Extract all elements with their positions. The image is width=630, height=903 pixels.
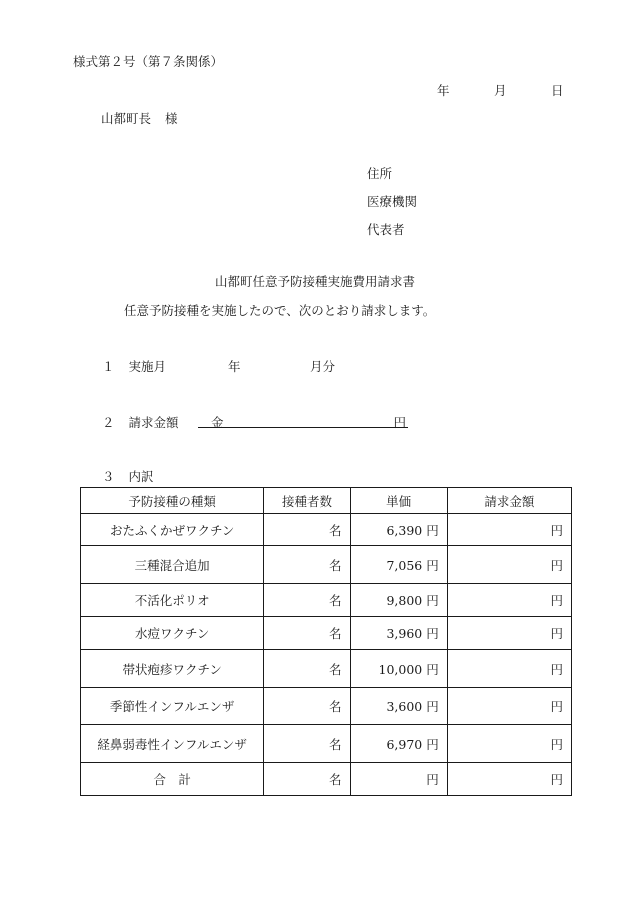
item1-number: １	[102, 359, 115, 374]
addressee	[101, 109, 178, 127]
sender-representative-label: 代表者	[367, 222, 405, 237]
amount-cell[interactable]: 円	[447, 546, 571, 584]
unit-price: 6,970 円	[350, 725, 447, 763]
table-row	[81, 584, 572, 617]
amount-cell[interactable]: 円	[447, 650, 571, 688]
amount-cell[interactable]: 円	[447, 514, 571, 546]
form-number: 様式第２号（第７条関係）	[73, 54, 224, 69]
amount-cell[interactable]: 円	[447, 725, 571, 763]
item2-number: ２	[102, 415, 115, 430]
table-header-row	[81, 488, 572, 514]
amount-cell[interactable]: 円	[447, 584, 571, 617]
amount-suffix: 円	[393, 415, 406, 430]
unit-price: 10,000 円	[350, 650, 447, 688]
total-label: 合 計	[81, 763, 264, 796]
table-row	[81, 546, 572, 584]
total-unit-price-cell: 円	[350, 763, 447, 796]
table-total-row	[81, 763, 572, 796]
date-day: 日	[551, 83, 564, 98]
item3-number: ３	[102, 469, 115, 484]
table-row	[81, 514, 572, 546]
table-row	[81, 617, 572, 650]
item-breakdown	[102, 467, 154, 485]
recipient-count-cell[interactable]: 名	[264, 514, 350, 546]
total-count-cell[interactable]: 名	[264, 763, 350, 796]
date-year: 年	[437, 83, 450, 98]
item-claim-amount	[102, 413, 179, 431]
recipient-count-cell[interactable]: 名	[264, 617, 350, 650]
item3-label: 内訳	[128, 469, 154, 484]
recipient-count-cell[interactable]: 名	[264, 650, 350, 688]
vaccine-name: 季節性インフルエンザ	[81, 688, 264, 725]
table-row	[81, 650, 572, 688]
vaccine-name: 帯状疱疹ワクチン	[81, 650, 264, 688]
recipient-count-cell[interactable]: 名	[264, 584, 350, 617]
unit-price: 9,800 円	[350, 584, 447, 617]
header-vaccine-type: 予防接種の種類	[81, 488, 264, 514]
unit-price: 3,600 円	[350, 688, 447, 725]
item-implementation-month	[102, 357, 336, 375]
item1-year-unit: 年	[228, 359, 241, 374]
unit-price: 6,390 円	[350, 514, 447, 546]
item1-label: 実施月	[128, 359, 167, 374]
total-amount-cell[interactable]: 円	[447, 763, 571, 796]
amount-cell[interactable]: 円	[447, 688, 571, 725]
unit-price: 7,056 円	[350, 546, 447, 584]
addressee-name: 山都町長	[101, 111, 152, 126]
header-unit-price: 単価	[350, 488, 447, 514]
vaccine-name: おたふくかぜワクチン	[81, 514, 264, 546]
unit-price: 3,960 円	[350, 617, 447, 650]
item1-month-unit: 月分	[310, 359, 336, 374]
amount-prefix: 金	[211, 415, 224, 430]
claim-amount-field[interactable]	[198, 411, 408, 428]
header-claim-amount: 請求金額	[447, 488, 571, 514]
breakdown-table	[80, 487, 572, 796]
date-month: 月	[494, 83, 507, 98]
vaccine-name: 経鼻弱毒性インフルエンザ	[81, 725, 264, 763]
recipient-count-cell[interactable]: 名	[264, 688, 350, 725]
header-recipient-count: 接種者数	[264, 488, 350, 514]
sender-address-label: 住所	[367, 166, 393, 181]
amount-cell[interactable]: 円	[447, 617, 571, 650]
table-row	[81, 688, 572, 725]
recipient-count-cell[interactable]: 名	[264, 546, 350, 584]
table-row	[81, 725, 572, 763]
addressee-honorific: 様	[165, 111, 178, 126]
vaccine-name: 水痘ワクチン	[81, 617, 264, 650]
sender-institution-label: 医療機関	[367, 194, 418, 209]
recipient-count-cell[interactable]: 名	[264, 725, 350, 763]
document-title: 山都町任意予防接種実施費用請求書	[214, 274, 415, 289]
item2-label: 請求金額	[128, 415, 179, 430]
vaccine-name: 三種混合追加	[81, 546, 264, 584]
vaccine-name: 不活化ポリオ	[81, 584, 264, 617]
intro-text: 任意予防接種を実施したので、次のとおり請求します。	[124, 303, 436, 318]
